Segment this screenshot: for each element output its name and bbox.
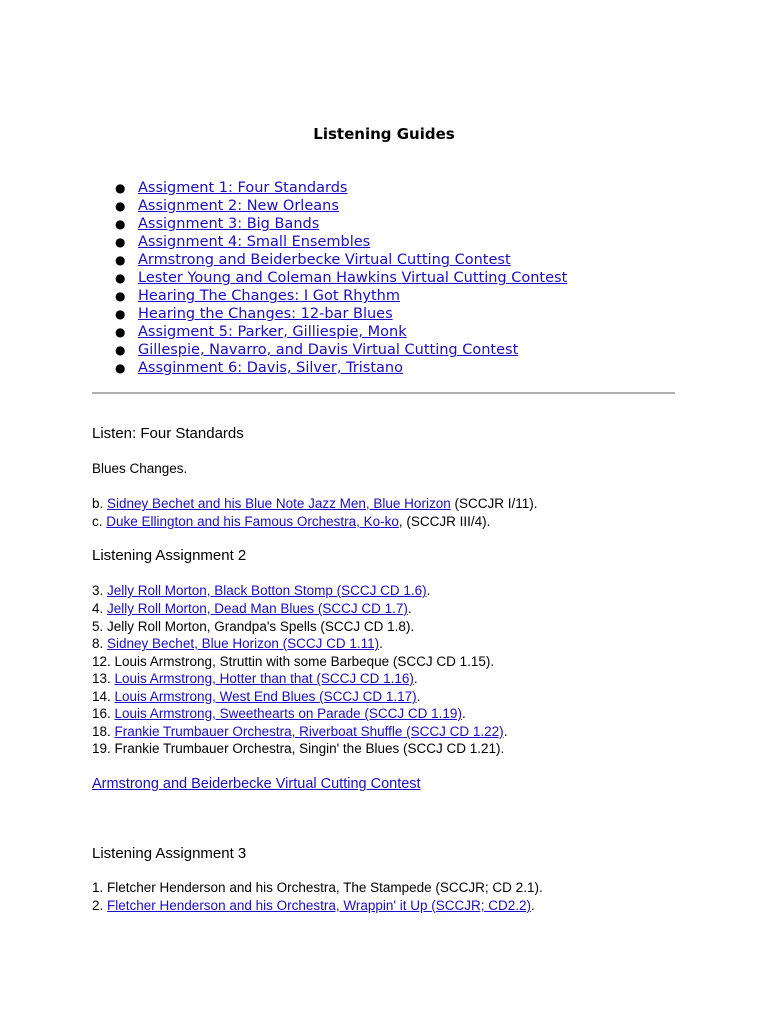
toc-link-i-got-rhythm[interactable]: Hearing The Changes: I Got Rhythm: [138, 288, 400, 304]
track-link[interactable]: Louis Armstrong, West End Blues (SCCJ CD 1.17): [114, 689, 417, 704]
track-link[interactable]: Louis Armstrong, Hotter than that (SCCJ CD 1.16): [114, 671, 414, 686]
section-heading-four-standards: Listen: Four Standards: [92, 425, 244, 442]
toc-link-gillespie-navarro-davis[interactable]: Gillespie, Navarro, and Davis Virtual Cutting Contest: [138, 342, 519, 358]
list-item: c. Duke Ellington and his Famous Orchestra, Ko-ko, (SCCJR III/4).: [92, 514, 491, 529]
list-item: 3. Jelly Roll Morton, Black Botton Stomp (SCCJ CD 1.6).: [92, 583, 431, 598]
toc-link-assignment-5[interactable]: Assigment 5: Parker, Gilliespie, Monk: [138, 324, 407, 340]
toc-link-assignment-2[interactable]: Assignment 2: New Orleans: [138, 198, 339, 214]
toc-link-12-bar-blues[interactable]: Hearing the Changes: 12-bar Blues: [138, 306, 393, 322]
bullet-icon: ●: [115, 235, 126, 249]
bullet-icon: ●: [115, 271, 126, 285]
list-item: 1. Fletcher Henderson and his Orchestra, The Stampede (SCCJR; CD 2.1).: [92, 880, 543, 895]
toc-link-assignment-3[interactable]: Assignment 3: Big Bands: [138, 216, 320, 232]
toc-item: [113, 323, 567, 341]
section-heading-assignment-2: Listening Assignment 2: [92, 547, 247, 564]
toc-item: [113, 341, 567, 359]
track-link[interactable]: Jelly Roll Morton, Dead Man Blues (SCCJ CD 1.7): [107, 601, 408, 616]
toc-item: [113, 179, 567, 197]
bullet-icon: ●: [115, 199, 126, 213]
bullet-icon: ●: [115, 181, 126, 195]
track-link[interactable]: Sidney Bechet and his Blue Note Jazz Men, Blue Horizon: [107, 496, 451, 511]
track-link[interactable]: Sidney Bechet, Blue Horizon (SCCJ CD 1.11): [107, 636, 380, 651]
bullet-icon: ●: [115, 307, 126, 321]
list-item: 5. Jelly Roll Morton, Grandpa's Spells (SCCJ CD 1.8).: [92, 619, 415, 634]
table-of-contents: [113, 179, 567, 377]
toc-link-young-hawkins[interactable]: Lester Young and Coleman Hawkins Virtual Cutting Contest: [138, 270, 568, 286]
contest-link-armstrong-beiderbecke[interactable]: Armstrong and Beiderbecke Virtual Cutting Contest: [92, 776, 421, 792]
section-heading-assignment-3: Listening Assignment 3: [92, 845, 247, 862]
bullet-icon: ●: [115, 253, 126, 267]
toc-item: [113, 359, 567, 377]
toc-item: [113, 305, 567, 323]
toc-link-assignment-4[interactable]: Assignment 4: Small Ensembles: [138, 234, 371, 250]
toc-link-assignment-6[interactable]: Assginment 6: Davis, Silver, Tristano: [138, 360, 403, 376]
toc-item: [113, 197, 567, 215]
bullet-icon: ●: [115, 217, 126, 231]
bullet-icon: ●: [115, 325, 126, 339]
list-item: 13. Louis Armstrong, Hotter than that (SCCJ CD 1.16).: [92, 671, 418, 686]
bullet-icon: ●: [115, 289, 126, 303]
list-item: 8. Sidney Bechet, Blue Horizon (SCCJ CD 1.11).: [92, 636, 383, 651]
toc-item: [113, 287, 567, 305]
list-item: b. Sidney Bechet and his Blue Note Jazz Men, Blue Horizon (SCCJR I/11).: [92, 496, 538, 511]
section-subheading: Blues Changes.: [92, 461, 188, 476]
track-link[interactable]: Frankie Trumbauer Orchestra, Riverboat Shuffle (SCCJ CD 1.22): [114, 724, 504, 739]
list-item: 2. Fletcher Henderson and his Orchestra, Wrappin' it Up (SCCJR; CD2.2).: [92, 898, 535, 913]
bullet-icon: ●: [115, 343, 126, 357]
bullet-icon: ●: [115, 361, 126, 375]
track-link[interactable]: Duke Ellington and his Famous Orchestra, Ko-ko: [106, 514, 399, 529]
list-item: 16. Louis Armstrong, Sweethearts on Parade (SCCJ CD 1.19).: [92, 706, 466, 721]
track-link[interactable]: Louis Armstrong, Sweethearts on Parade (SCCJ CD 1.19): [114, 706, 462, 721]
list-item: 14. Louis Armstrong, West End Blues (SCCJ CD 1.17).: [92, 689, 421, 704]
track-link[interactable]: Fletcher Henderson and his Orchestra, Wrappin' it Up (SCCJR; CD2.2): [107, 898, 531, 913]
list-item: 4. Jelly Roll Morton, Dead Man Blues (SCCJ CD 1.7).: [92, 601, 412, 616]
toc-item: [113, 269, 567, 287]
toc-item: [113, 215, 567, 233]
page-title: Listening Guides: [313, 125, 455, 143]
track-link[interactable]: Jelly Roll Morton, Black Botton Stomp (SCCJ CD 1.6): [107, 583, 427, 598]
toc-item: [113, 233, 567, 251]
list-item: 18. Frankie Trumbauer Orchestra, Riverboat Shuffle (SCCJ CD 1.22).: [92, 724, 508, 739]
toc-link-assignment-1[interactable]: Assigment 1: Four Standards: [138, 180, 348, 196]
toc-link-armstrong-beiderbecke[interactable]: Armstrong and Beiderbecke Virtual Cutting Contest: [138, 252, 511, 268]
list-item: 19. Frankie Trumbauer Orchestra, Singin' the Blues (SCCJ CD 1.21).: [92, 741, 505, 756]
toc-item: [113, 251, 567, 269]
horizontal-divider: [92, 392, 675, 394]
list-item: 12. Louis Armstrong, Struttin with some Barbeque (SCCJ CD 1.15).: [92, 654, 495, 669]
